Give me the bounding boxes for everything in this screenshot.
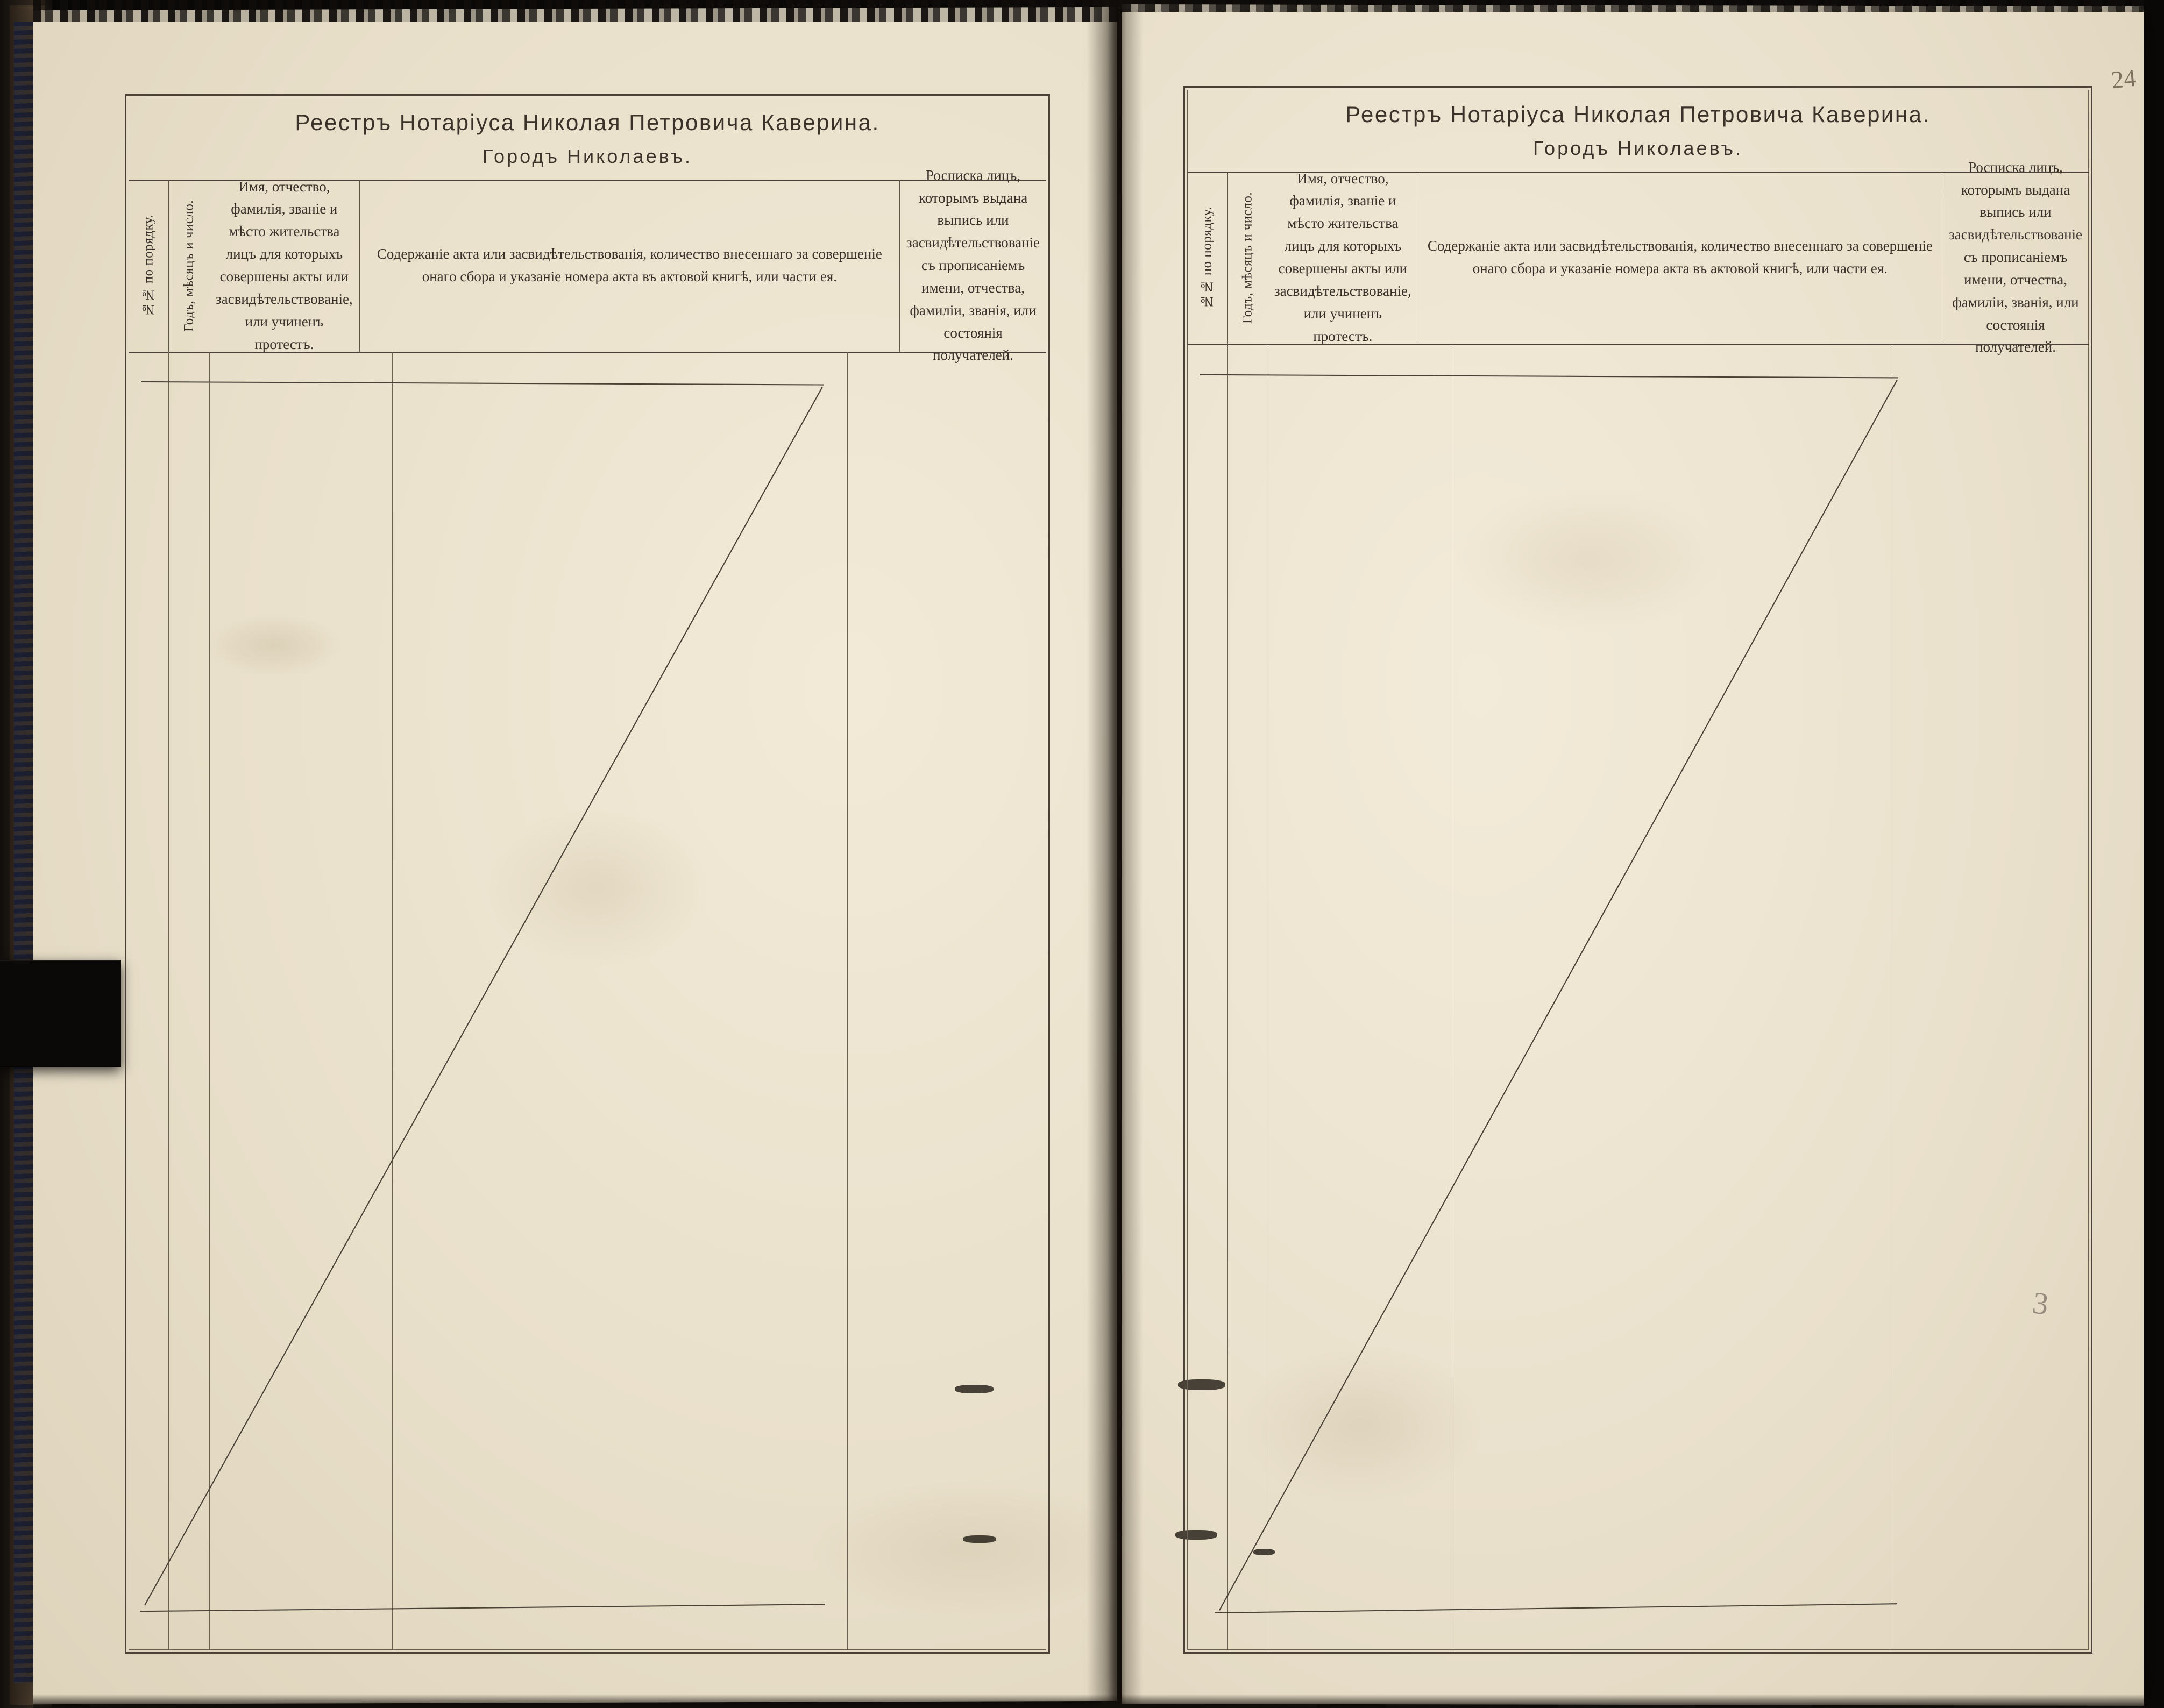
book-gutter <box>1087 0 1143 1708</box>
left-page-table-body <box>129 352 1046 1650</box>
column-header-date: Годъ, мѣсяцъ и число. <box>1227 172 1268 344</box>
page-cancellation-stroke <box>1187 344 2089 1650</box>
right-page-register-table <box>1183 86 2092 1654</box>
right-page-table-body <box>1187 344 2089 1650</box>
column-header-signature: Росписка лицъ, которымъ выдана выпись или засвидѣтельствованіе съ прописаніемъ имени, отчества, фамиліи, званія, или состоянія получателей. <box>1949 159 2083 355</box>
page-subtitle: Городъ Николаевъ. <box>482 145 693 167</box>
column-header-content: Содержаніе акта или засвидѣтельствованія, количество внесеннаго за совершеніе онаго сбора и указаніе номера акта въ актовой книгѣ, или части ея. <box>1418 172 1942 344</box>
column-header-signature: Росписка лицъ, которымъ выдана выпись или засвидѣтельствованіе съ прописаніемъ имени, отчества, фамиліи, званія, или состоянія получателей. <box>906 167 1040 364</box>
column-header-number: №№ по порядку. <box>1187 172 1227 344</box>
page-title: Реестръ Нотаріуса Николая Петровича Каверина. <box>1345 102 1931 127</box>
left-page-torn-edge <box>33 0 1120 22</box>
right-page-column-headers <box>1187 159 2089 355</box>
page-title: Реестръ Нотаріуса Николая Петровича Каверина. <box>295 110 880 135</box>
folio-number: 24 <box>2110 63 2138 94</box>
left-page-column-headers <box>129 167 1046 364</box>
bottom-edge-wear <box>33 1694 2145 1708</box>
column-header-content: Содержаніе акта или засвидѣтельствованія, количество внесеннаго за совершеніе онаго сбора и указаніе номера акта въ актовой книгѣ, или части ея. <box>360 180 900 352</box>
column-header-persons: Имя, отчество, фамилія, званіе и мѣсто жительства лицъ для которыхъ совершены акты или засвидѣтельствованіе, или учиненъ протестъ. <box>209 180 360 352</box>
left-page-register-table <box>125 94 1050 1654</box>
column-header-number: №№ по порядку. <box>129 180 168 352</box>
black-bookmark-tab <box>0 960 121 1067</box>
column-header-date: Годъ, мѣсяцъ и число. <box>168 180 209 352</box>
page-subtitle: Городъ Николаевъ. <box>1532 137 1743 159</box>
pencil-annotation: 3 <box>2030 1285 2051 1322</box>
right-page-torn-edge <box>1122 0 2144 12</box>
page-cancellation-stroke <box>129 352 1046 1650</box>
column-header-persons: Имя, отчество, фамилія, званіе и мѣсто жительства лицъ для которыхъ совершены акты или засвидѣтельствованіе, или учиненъ протестъ. <box>1268 172 1418 344</box>
